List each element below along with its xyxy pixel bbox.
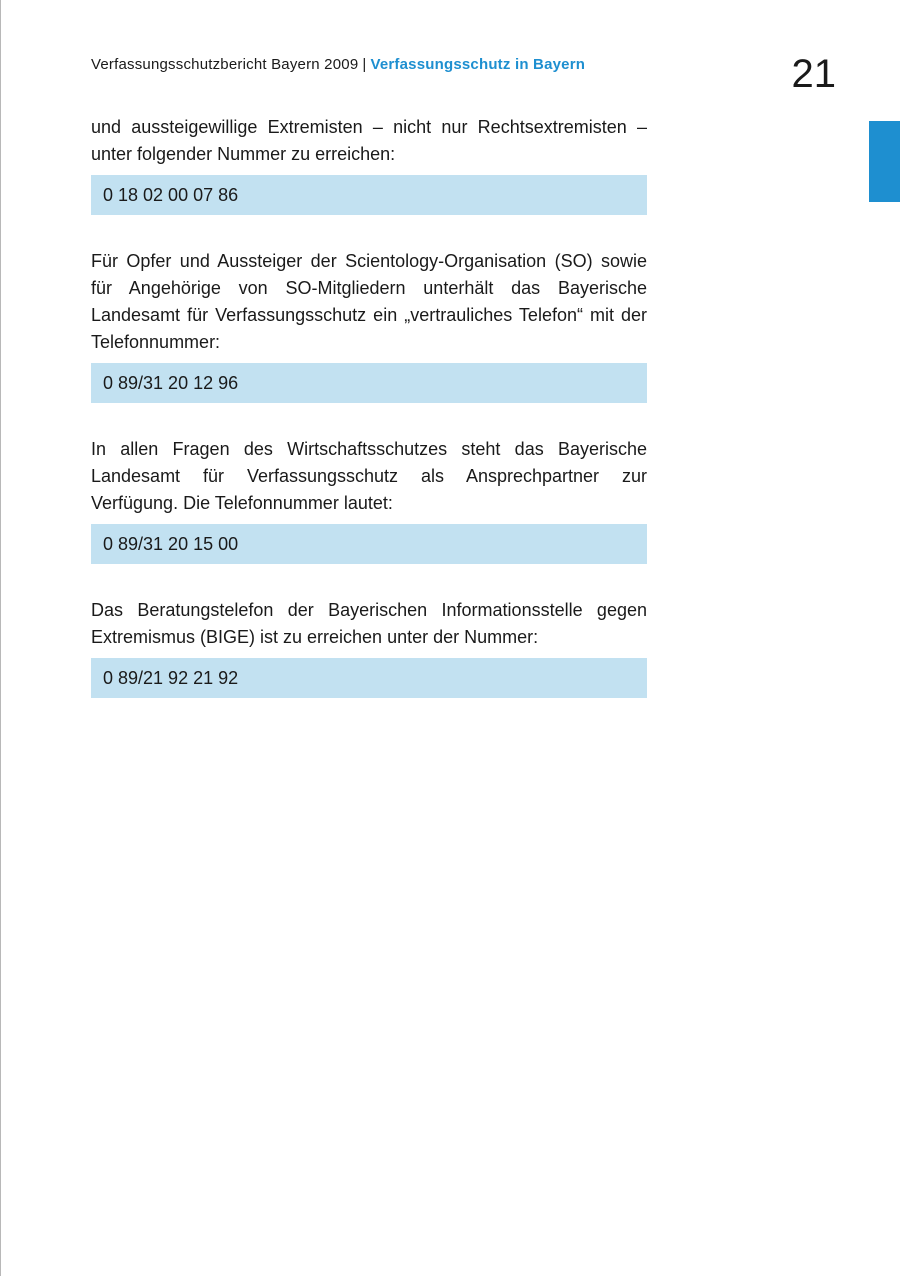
- paragraph: In allen Fragen des Wirtschaftsschutzes steht das Bayerische Landesamt für Verfassungsschutz als Ansprechpartner zur Verfügung. Die Telefonnummer lautet:: [91, 439, 647, 513]
- page-number: 21: [791, 52, 836, 96]
- contact-block: [91, 597, 647, 698]
- running-header: [91, 56, 585, 73]
- paragraph: Das Beratungstelefon der Bayerischen Informationsstelle gegen Extremismus (BIGE) ist zu erreichen unter der Nummer:: [91, 600, 647, 647]
- phone-number-box: 0 89/21 92 21 92: [91, 658, 647, 698]
- page-left-edge-rule: [0, 0, 1, 1276]
- contact-block: [91, 114, 647, 215]
- contact-block: [91, 248, 647, 403]
- contact-block: [91, 436, 647, 564]
- phone-number-box: 0 89/31 20 15 00: [91, 524, 647, 564]
- publication-title: Verfassungsschutzbericht Bayern 2009: [91, 56, 359, 73]
- page-content: [91, 114, 647, 698]
- header-separator: |: [362, 56, 367, 73]
- section-title: Verfassungsschutz in Bayern: [370, 56, 586, 73]
- section-edge-tab: [869, 121, 900, 202]
- phone-number-box: 0 89/31 20 12 96: [91, 363, 647, 403]
- paragraph: Für Opfer und Aussteiger der Scientology-Organisation (SO) sowie für Angehörige von SO-Mitgliedern unterhält das Bayerische Landesamt für Verfassungsschutz ein „vertrauliches Telefon“ mit der Telefonnummer:: [91, 251, 647, 352]
- phone-number-box: 0 18 02 00 07 86: [91, 175, 647, 215]
- paragraph: und aussteigewillige Extremisten – nicht nur Rechtsextremisten – unter folgender Nummer zu erreichen:: [91, 117, 647, 164]
